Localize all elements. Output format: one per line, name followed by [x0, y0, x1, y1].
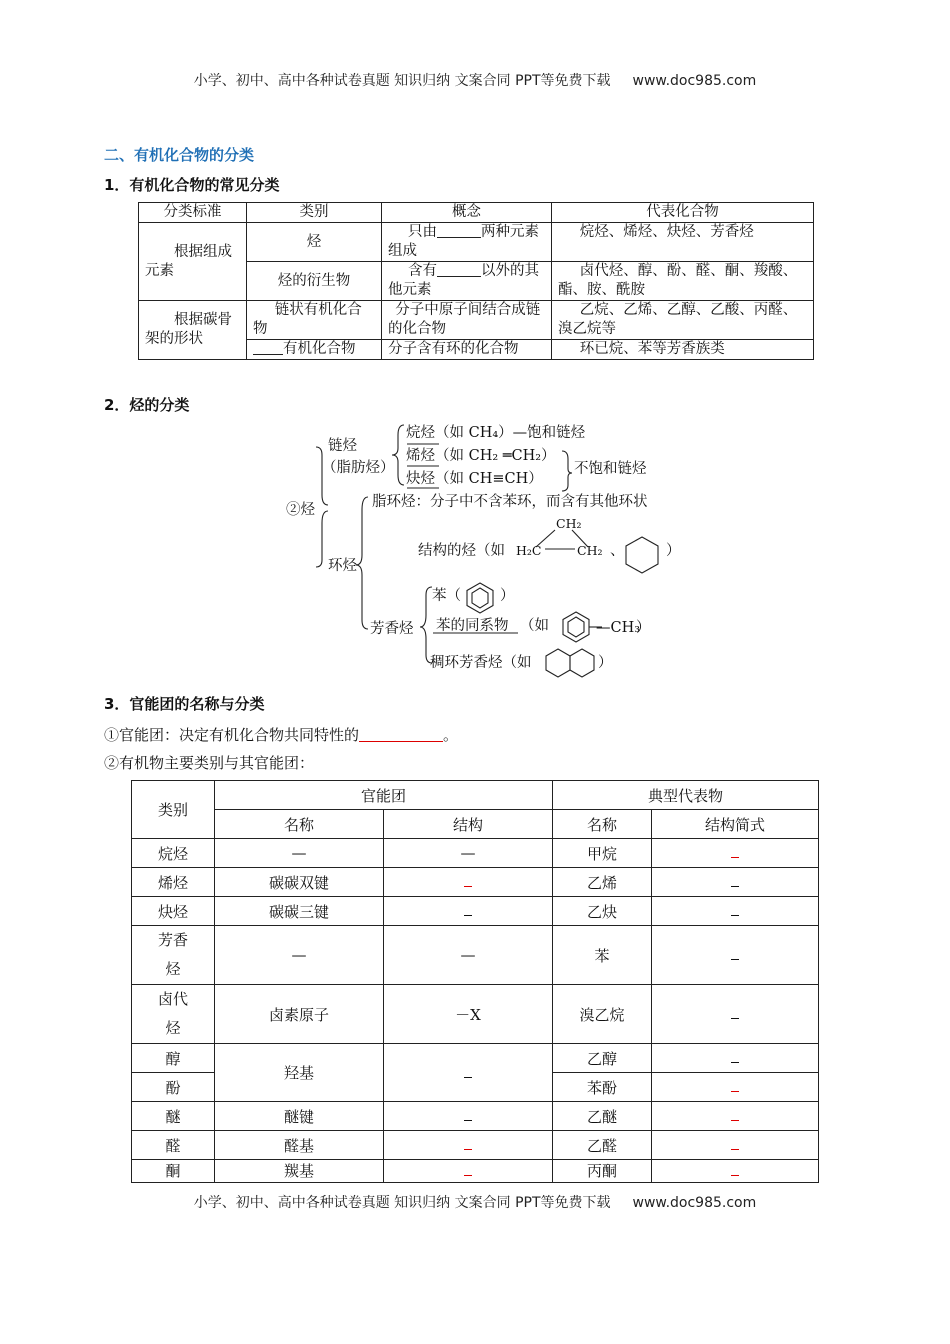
functional-group-table [131, 780, 819, 1183]
class-cell: 芳香烃 [132, 926, 215, 985]
label-close-1: ） [666, 543, 680, 559]
fg-name-cell: 醛基 [215, 1131, 384, 1160]
rep-formula-cell[interactable] [652, 868, 819, 897]
fill-blank[interactable] [437, 223, 481, 238]
rep-name-cell: 乙醛 [553, 1131, 652, 1160]
rep-formula-cell[interactable] [652, 839, 819, 868]
label-alkene: 烯烃（如 CH₂ ═CH₂） [406, 448, 556, 464]
fg-name-cell: — [215, 926, 384, 985]
col-header-class: 类别 [132, 781, 215, 839]
naphthalene-ring [570, 649, 594, 677]
examples-chain: 乙烷、乙烯、乙醇、乙酸、丙醛、溴乙烷等 [552, 301, 814, 340]
category-cyclic: 有机化合物 [247, 340, 382, 360]
bracket-root-bottom [316, 511, 328, 567]
fg-name-cell: — [215, 839, 384, 868]
fg-structure-cell[interactable] [384, 1160, 553, 1183]
label-root: ②烃 [286, 502, 315, 518]
rep-name-cell: 乙烯 [553, 868, 652, 897]
bracket-unsaturated [562, 451, 572, 491]
label-ch2-top: CH₂ [556, 516, 582, 531]
col-header-standard: 分类标准 [139, 203, 247, 223]
label-ch2-right: CH₂ [577, 543, 603, 558]
subsection-2-title: 2．烃的分类 [104, 396, 190, 414]
fg-structure-cell: — [384, 839, 553, 868]
class-cell: 卤代烃 [132, 985, 215, 1044]
fg-structure-cell[interactable] [384, 1044, 553, 1102]
table-row [132, 839, 819, 868]
category-chain: 链状有机化合物 [247, 301, 382, 340]
fill-blank[interactable] [253, 340, 283, 355]
rep-name-cell: 苯 [553, 926, 652, 985]
rep-formula-cell[interactable] [652, 1102, 819, 1131]
header-text: 小学、初中、高中各种试卷真题 知识归纳 文案合同 PPT等免费下载 [193, 73, 611, 89]
rep-name-cell: 乙醇 [553, 1044, 652, 1073]
label-homolog-2: （如 [520, 618, 549, 634]
fg-name-cell: 碳碳三键 [215, 897, 384, 926]
toluene-inner [568, 617, 584, 637]
class-cell: 醚 [132, 1102, 215, 1131]
label-unsaturated: 不饱和链烃 [574, 461, 647, 477]
page-footer [0, 1192, 950, 1212]
rep-name-cell: 溴乙烷 [553, 985, 652, 1044]
table-row [132, 1131, 819, 1160]
cyclohexane-ring [626, 537, 658, 573]
rep-name-cell: 丙酮 [553, 1160, 652, 1183]
functional-group-definition: ①官能团：决定有机化合物共同特性的 。 [104, 726, 459, 744]
label-alkane: 烷烃（如 CH₄）—饱和链烃 [406, 425, 586, 441]
fg-name-cell: 卤素原子 [215, 985, 384, 1044]
bracket-chain [392, 425, 404, 485]
table-row [139, 223, 814, 262]
class-cell: 醇 [132, 1044, 215, 1073]
fg-name-cell: 醚键 [215, 1102, 384, 1131]
category-hydrocarbon: 烃 [247, 223, 382, 262]
col-header-examples: 代表化合物 [552, 203, 814, 223]
label-benzene: 苯（ [432, 588, 461, 604]
label-aromatic: 芳香烃 [370, 621, 414, 637]
table-row [132, 1044, 819, 1073]
fill-blank[interactable] [437, 262, 481, 277]
rep-formula-cell[interactable] [652, 1073, 819, 1102]
fg-name-cell: 羰基 [215, 1160, 384, 1183]
label-close-2: ） [500, 588, 515, 604]
class-cell: 醛 [132, 1131, 215, 1160]
subsection-3-title: 3．官能团的名称与分类 [104, 695, 265, 713]
table-header-row [139, 203, 814, 223]
classification-table [138, 202, 814, 360]
naphthalene-ring [546, 649, 570, 677]
section-title: 二、有机化合物的分类 [104, 146, 255, 164]
col-header-rep-formula: 结构简式 [652, 810, 819, 839]
class-cell: 烯烃 [132, 868, 215, 897]
rep-formula-cell[interactable] [652, 985, 819, 1044]
label-h2c: H₂C [516, 543, 542, 558]
bracket-ring [356, 497, 368, 629]
fg-structure-cell: — [384, 926, 553, 985]
rep-formula-cell[interactable] [652, 1044, 819, 1073]
label-chain: 链烃 [328, 438, 357, 454]
examples-cyclic: 环已烷、苯等芳香族类 [552, 340, 814, 360]
category-derivative: 烃的衍生物 [247, 262, 382, 301]
concept-cyclic: 分子含有环的化合物 [382, 340, 552, 360]
label-alkyne: 炔烃（如 CH≡CH） [406, 471, 543, 487]
header-site: www.doc985.com [632, 73, 757, 89]
fg-structure-cell[interactable] [384, 1102, 553, 1131]
table-row [132, 926, 819, 985]
class-cell: 酚 [132, 1073, 215, 1102]
rep-name-cell: 苯酚 [553, 1073, 652, 1102]
fg-structure-cell[interactable] [384, 1131, 553, 1160]
col-header-category: 类别 [247, 203, 382, 223]
fg-name-cell: 羟基 [215, 1044, 384, 1102]
standard-skeleton: 根据碳骨架的形状 [139, 301, 247, 360]
table-row [132, 1102, 819, 1131]
fg-structure-cell[interactable] [384, 897, 553, 926]
table-row [132, 868, 819, 897]
label-separator: 、 [610, 543, 625, 559]
table-row [132, 897, 819, 926]
footer-text: 小学、初中、高中各种试卷真题 知识归纳 文案合同 PPT等免费下载 [193, 1195, 611, 1211]
concept-hydrocarbon: 只由 两种元素组成 [382, 223, 552, 262]
concept-derivative: 含有 以外的其他元素 [382, 262, 552, 301]
fg-name-cell: 碳碳双键 [215, 868, 384, 897]
label-ring: 环烃 [328, 558, 357, 574]
fill-blank[interactable] [359, 727, 443, 742]
footer-site: www.doc985.com [632, 1195, 757, 1211]
label-fused: 稠环芳香烃（如 [430, 655, 532, 671]
rep-formula-cell[interactable] [652, 897, 819, 926]
label-close-3: ） [636, 620, 651, 636]
rep-name-cell: 乙炔 [553, 897, 652, 926]
examples-hydrocarbon: 烷烃、烯烃、炔烃、芳香烃 [552, 223, 814, 262]
table-intro: ②有机物主要类别与其官能团： [104, 754, 315, 772]
label-alicyclic-2: 结构的烃（如 [418, 543, 505, 559]
page-header [0, 70, 950, 90]
label-close-4: ） [598, 655, 613, 671]
col-header-fg-name: 名称 [215, 810, 384, 839]
rep-name-cell: 乙醚 [553, 1102, 652, 1131]
label-chain-aliphatic: （脂肪烃） [322, 460, 395, 476]
fg-structure-cell: －X [384, 985, 553, 1044]
col-header-functional-group: 官能团 [215, 781, 553, 810]
table-row [132, 985, 819, 1044]
rep-formula-cell[interactable] [652, 1131, 819, 1160]
examples-derivative: 卤代烃、醇、酚、醛、酮、羧酸、酯、胺、酰胺 [552, 262, 814, 301]
rep-formula-cell[interactable] [652, 926, 819, 985]
table-row [139, 301, 814, 340]
class-cell: 炔烃 [132, 897, 215, 926]
label-alicyclic: 脂环烃：分子中不含苯环，而含有其他环状 [372, 494, 648, 510]
hydrocarbon-tree-diagram [280, 415, 680, 685]
col-header-representative: 典型代表物 [553, 781, 819, 810]
fg-structure-cell[interactable] [384, 868, 553, 897]
table-row [132, 1160, 819, 1183]
standard-composition: 根据组成元素 [139, 223, 247, 301]
benzene-inner [472, 588, 488, 608]
col-header-concept: 概念 [382, 203, 552, 223]
col-header-fg-structure: 结构 [384, 810, 553, 839]
col-header-rep-name: 名称 [553, 810, 652, 839]
bracket-root-top [316, 447, 328, 505]
class-cell: 烷烃 [132, 839, 215, 868]
label-homolog: 苯的同系物 [436, 618, 509, 634]
concept-chain: 分子中原子间结合成链的化合物 [382, 301, 552, 340]
rep-name-cell: 甲烷 [553, 839, 652, 868]
rep-formula-cell[interactable] [652, 1160, 819, 1183]
bracket-aromatic [420, 587, 432, 663]
class-cell: 酮 [132, 1160, 215, 1183]
subsection-1-title: 1．有机化合物的常见分类 [104, 176, 280, 194]
label-ch3: —CH₃ [596, 620, 641, 636]
